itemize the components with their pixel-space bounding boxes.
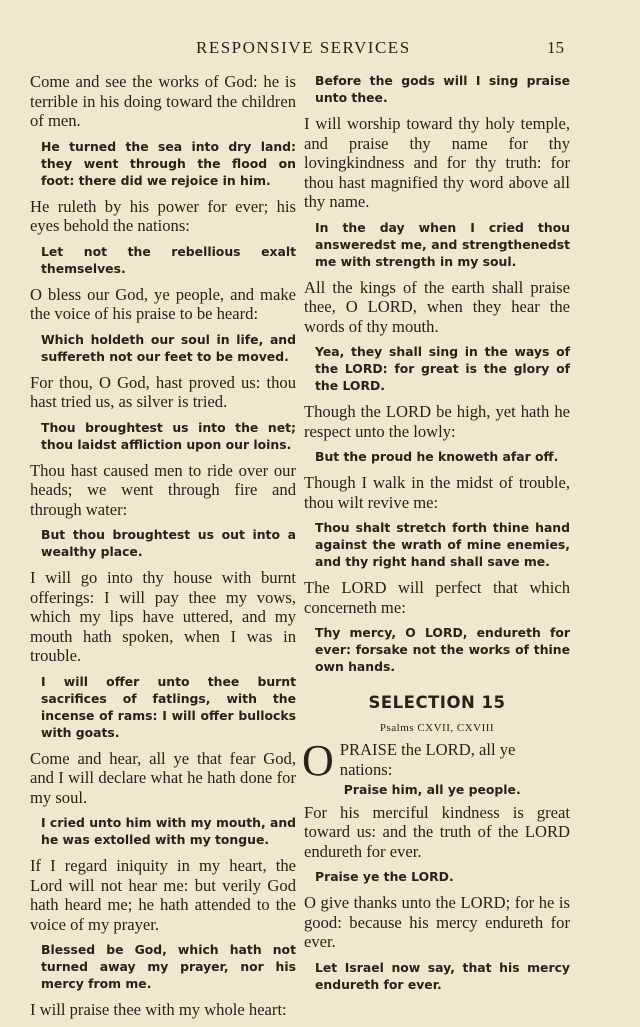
verse-plain: For thou, O God, hast proved us: thou hast tried us, as silver is tried.: [30, 372, 296, 411]
selection-title: SELECTION 15: [368, 693, 506, 712]
verse-plain: Come and see the works of God: he is terrible in his doing toward the children of men.: [30, 72, 296, 130]
verse-response: Before the gods will I sing praise unto thee.: [315, 73, 570, 105]
drop-cap: O: [302, 736, 334, 785]
psalm-reference: Psalms CXVII, CXVIII: [379, 722, 495, 734]
verse-response: He turned the sea into dry land: they went through the flood on foot: there did we rejoice in him.: [41, 138, 296, 188]
opening-text: PRAISE the LORD, all ye nations:: [339, 740, 516, 779]
verse-plain: All the kings of the earth shall praise thee, O LORD, when they hear the words of thy mouth.: [304, 277, 570, 336]
verse-plain: The LORD will perfect that which concerneth me:: [304, 578, 570, 617]
right-column: [304, 72, 570, 1001]
verse-plain: For his merciful kindness is great toward us: and the truth of the LORD endureth for ever.: [304, 802, 570, 861]
verse-plain: He ruleth by his power for ever; his eyes behold the nations:: [30, 196, 296, 235]
verse-response: Thou shalt stretch forth thine hand against the wrath of mine enemies, and thy right hand shall save me.: [315, 520, 570, 569]
verse-plain: Though I walk in the midst of trouble, thou wilt revive me:: [304, 473, 570, 512]
verse-response: I cried unto him with my mouth, and he was extolled with my tongue.: [41, 815, 297, 847]
verse-response: Praise ye the LORD.: [315, 869, 454, 884]
left-column: [30, 72, 296, 1027]
verse-plain: I will worship toward thy holy temple, and praise thy name for thy lovingkindness and for thy truth: for thou hast magnified thy word above all thy name.: [304, 114, 570, 211]
verse-plain: Though the LORD be high, yet hath he respect unto the lowly:: [304, 402, 570, 441]
verse-response: Thou broughtest us into the net; thou laidst affliction upon our loins.: [41, 419, 296, 452]
page-header: [0, 38, 640, 62]
verse-plain: If I regard iniquity in my heart, the Lord will not hear me: but verily God hath heard me; he hath attended to the voice of my prayer.: [30, 856, 296, 934]
verse-response: Praise him, all ye people.: [343, 782, 521, 797]
verse-plain: Thou hast caused men to ride over our heads; we went through fire and through water:: [30, 460, 296, 519]
selection-block: [304, 693, 570, 993]
verse-response: Which holdeth our soul in life, and suffereth not our feet to be moved.: [41, 331, 296, 364]
running-title: RESPONSIVE SERVICES: [196, 38, 411, 57]
opening-verse: [302, 736, 570, 799]
verse-response: I will offer unto thee burnt sacrifices of fatlings, with the incense of rams: I will offer bullocks with goats.: [41, 673, 296, 740]
verse-response: Yea, they shall sing in the ways of the LORD: for great is the glory of the LORD.: [315, 344, 570, 393]
verse-response: But the proud he knoweth afar off.: [315, 449, 559, 464]
verse-response: Thy mercy, O LORD, endureth for ever: forsake not the works of thine own hands.: [315, 625, 570, 674]
verse-plain: Come and hear, all ye that fear God, and I will declare what he hath done for my soul.: [30, 748, 296, 807]
verse-response: But thou broughtest us out into a wealthy place.: [41, 527, 296, 559]
verse-plain: O give thanks unto the LORD; for he is good: because his mercy endureth for ever.: [304, 893, 570, 951]
page-number: 15: [547, 38, 564, 57]
verse-response: Blessed be God, which hath not turned away my prayer, nor his mercy from me.: [41, 942, 296, 991]
verse-plain: I will praise thee with my whole heart:: [30, 1000, 287, 1019]
verse-response: In the day when I cried thou answeredst me, and strengthenedst me with strength in my soul.: [315, 219, 570, 269]
verse-response: Let Israel now say, that his mercy endureth for ever.: [315, 959, 570, 992]
verse-plain: I will go into thy house with burnt offerings: I will pay thee my vows, which my lips have uttered, and my mouth hath spoken, when I was in trouble.: [30, 568, 296, 665]
verse-response: Let not the rebellious exalt themselves.: [41, 243, 296, 276]
verse-plain: O bless our God, ye people, and make the voice of his praise to be heard:: [30, 284, 296, 323]
